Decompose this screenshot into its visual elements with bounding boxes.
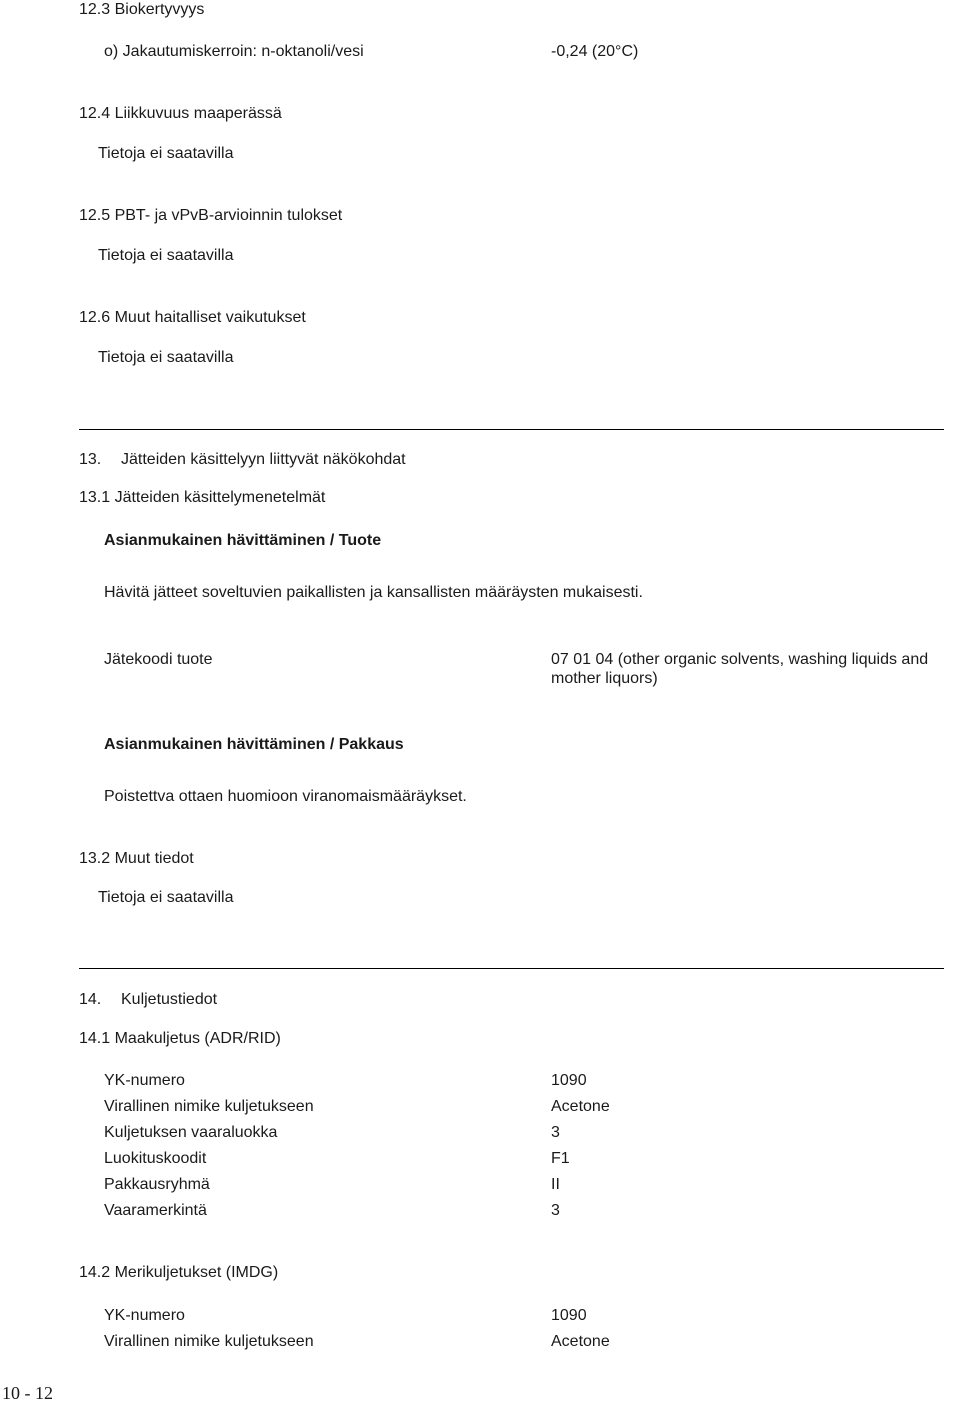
imdg-row-value: 1090 (551, 1307, 587, 1324)
section-14-2-heading: 14.2 Merikuljetukset (IMDG) (79, 1264, 279, 1281)
adr-row-label: Kuljetuksen vaaraluokka (104, 1124, 278, 1141)
package-disposal-heading: Asianmukainen hävittäminen / Pakkaus (104, 736, 404, 753)
partition-coefficient-label: o) Jakautumiskerroin: n-oktanoli/vesi (104, 43, 364, 60)
section-12-6-text: Tietoja ei saatavilla (98, 349, 234, 366)
section-12-5-text: Tietoja ei saatavilla (98, 247, 234, 264)
package-disposal-text: Poistettva ottaen huomioon viranomaismääräykset. (104, 788, 467, 805)
imdg-row-label: Virallinen nimike kuljetukseen (104, 1333, 314, 1350)
adr-row-value: F1 (551, 1150, 570, 1167)
section-12-6-heading: 12.6 Muut haitalliset vaikutukset (79, 309, 306, 326)
section-13-2-heading: 13.2 Muut tiedot (79, 850, 194, 867)
adr-row-value: II (551, 1176, 560, 1193)
section-14-number: 14. (79, 991, 102, 1008)
product-disposal-heading: Asianmukainen hävittäminen / Tuote (104, 532, 382, 549)
section-14-1-heading: 14.1 Maakuljetus (ADR/RID) (79, 1030, 281, 1047)
partition-coefficient-value: -0,24 (20°C) (551, 43, 639, 60)
section-13-number: 13. (79, 451, 102, 468)
waste-code-label: Jätekoodi tuote (104, 651, 213, 668)
adr-row-value: 1090 (551, 1072, 587, 1089)
section-12-5-heading: 12.5 PBT- ja vPvB-arvioinnin tulokset (79, 207, 343, 224)
section-13-title: Jätteiden käsittelyyn liittyvät näkökohdat (121, 451, 406, 468)
section-12-4-text: Tietoja ei saatavilla (98, 145, 234, 162)
adr-row-label: Virallinen nimike kuljetukseen (104, 1098, 314, 1115)
section-13-2-text: Tietoja ei saatavilla (98, 889, 234, 906)
adr-row-value: Acetone (551, 1098, 610, 1115)
adr-row-label: Pakkausryhmä (104, 1176, 210, 1193)
adr-row-value: 3 (551, 1124, 560, 1141)
section-divider (79, 429, 944, 430)
adr-row-label: Luokituskoodit (104, 1150, 207, 1167)
section-14-title: Kuljetustiedot (121, 991, 218, 1008)
imdg-row-label: YK-numero (104, 1307, 185, 1324)
imdg-row-value: Acetone (551, 1333, 610, 1350)
section-divider (79, 968, 944, 969)
page-number: 10 - 12 (2, 1383, 53, 1403)
section-12-3-heading: 12.3 Biokertyvyys (79, 1, 205, 18)
section-13-1-heading: 13.1 Jätteiden käsittelymenetelmät (79, 489, 326, 506)
product-disposal-text: Hävitä jätteet soveltuvien paikallisten ja kansallisten määräysten mukaisesti. (104, 584, 643, 601)
section-12-4-heading: 12.4 Liikkuvuus maaperässä (79, 105, 282, 122)
waste-code-value-line2: mother liquors) (551, 670, 658, 687)
adr-row-value: 3 (551, 1202, 560, 1219)
adr-row-label: Vaaramerkintä (104, 1202, 207, 1219)
adr-row-label: YK-numero (104, 1072, 185, 1089)
waste-code-value-line1: 07 01 04 (other organic solvents, washing liquids and (551, 651, 929, 668)
